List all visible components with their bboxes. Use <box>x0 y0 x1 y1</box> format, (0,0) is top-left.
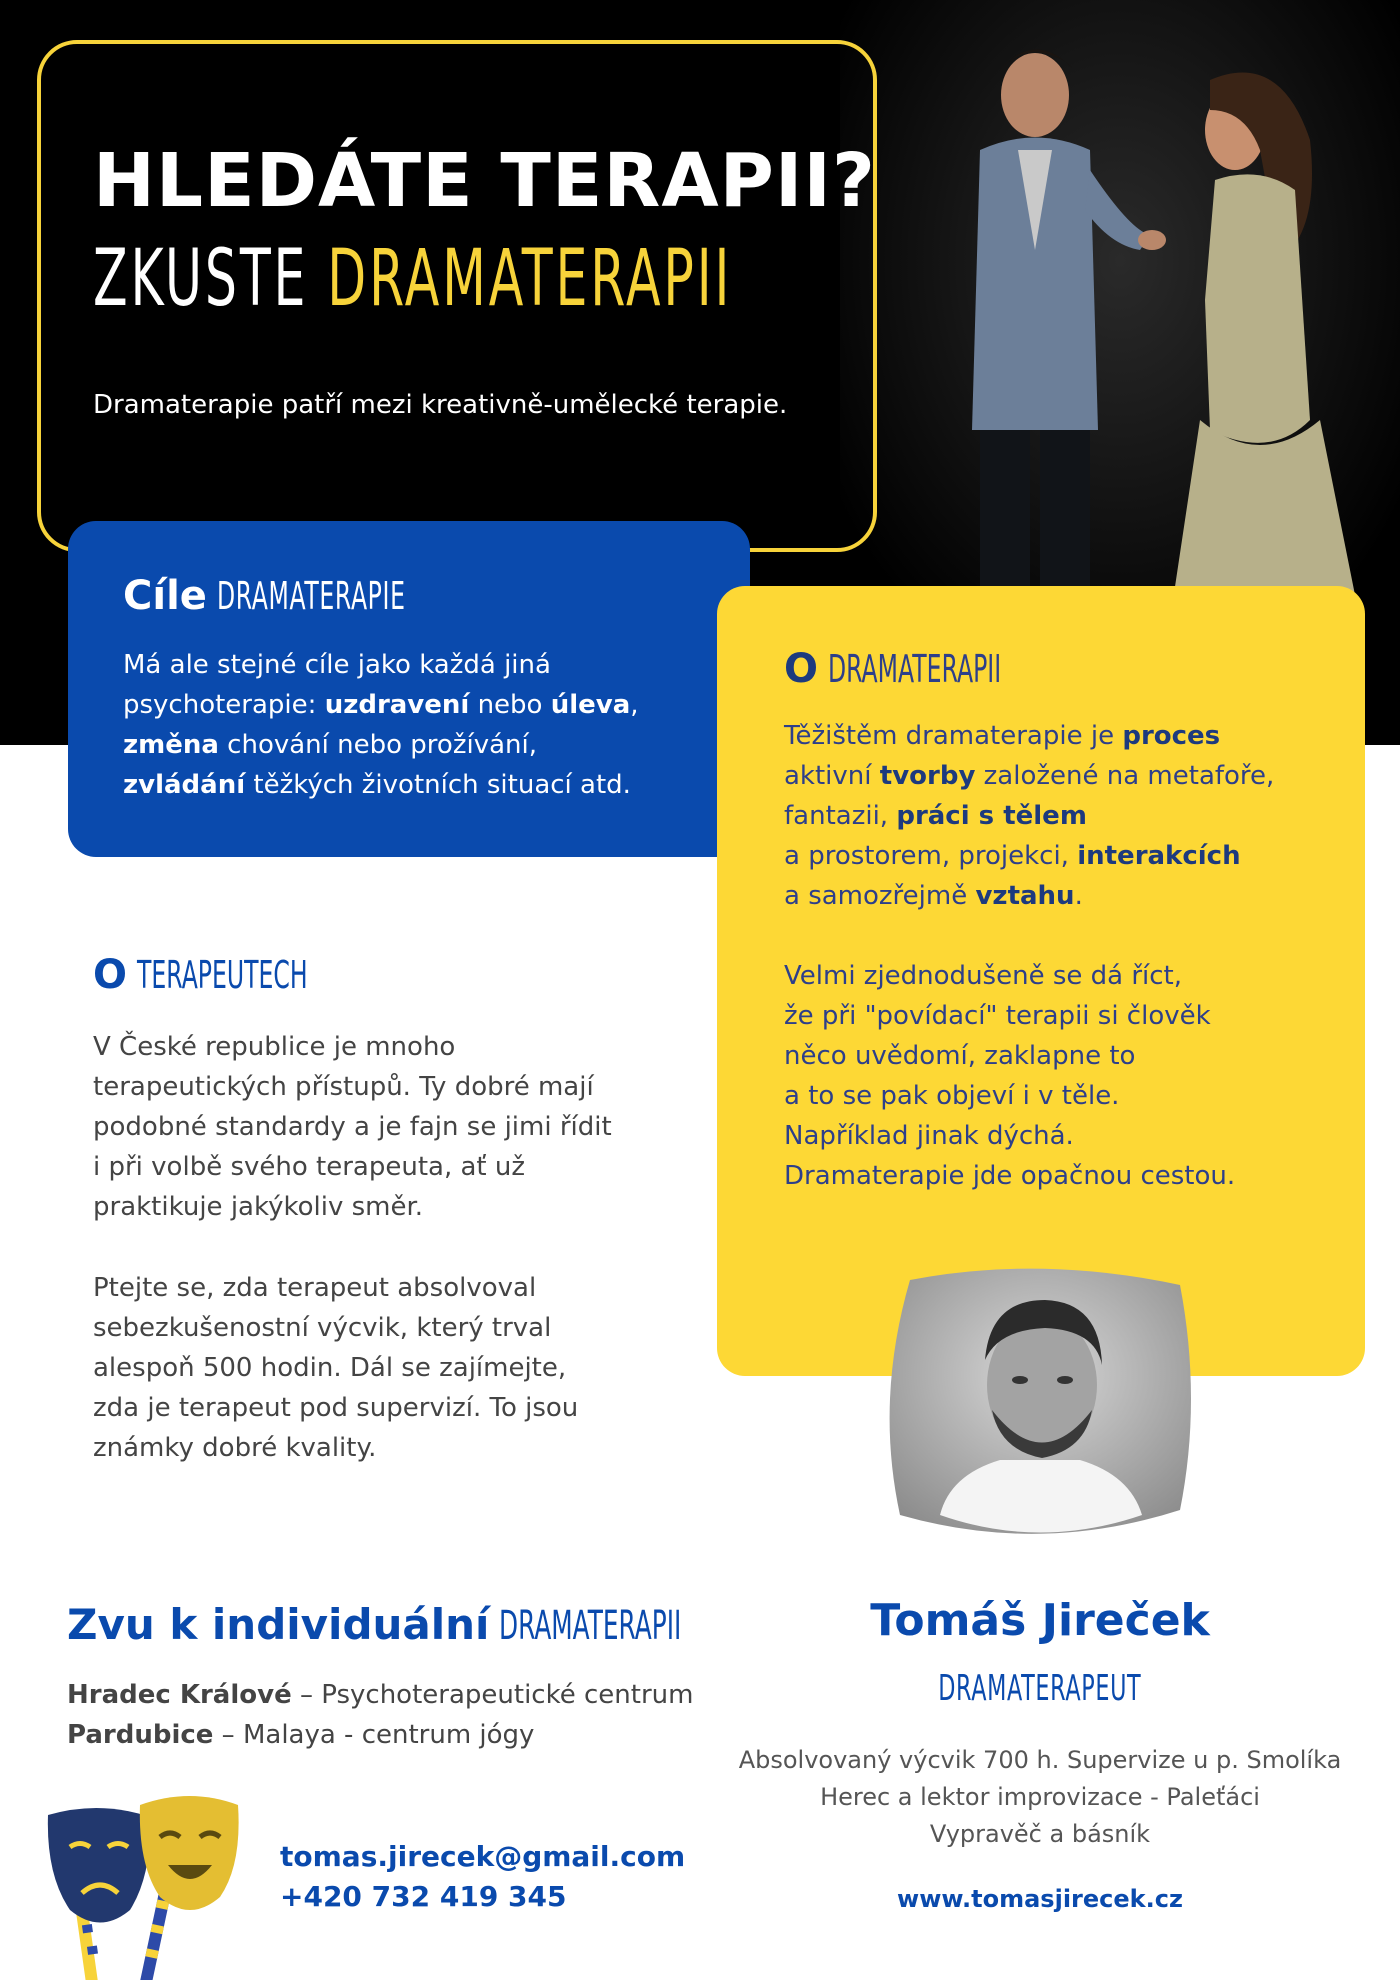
therapist-info-actor: Herec a lektor improvizace - Paleťáci <box>820 1783 1260 1811</box>
goals-line: změna chování nebo prožívání, <box>123 730 537 760</box>
about-therapists-paragraph-2: Ptejte se, zda terapeut absolvoval sebezkušenostní výcvik, který trval alespoň 500 hodin. Dál se zajímejte, zda je terapeut pod supervizí. To jsou známky dobré kvality. <box>93 1273 579 1463</box>
about-dramatherapy-card <box>717 586 1365 1376</box>
goals-card <box>68 521 750 857</box>
contact-phone[interactable]: +420 732 419 345 <box>280 1880 567 1913</box>
goals-heading-condensed: DRAMATERAPIE <box>216 574 406 618</box>
therapist-name: Tomáš Jireček <box>870 1595 1210 1646</box>
invite-heading: Zvu k individuální DRAMATERAPII <box>67 1600 682 1649</box>
theatre-masks-icon <box>40 1785 245 1980</box>
website-link[interactable]: www.tomasjirecek.cz <box>897 1885 1183 1913</box>
about-dramatherapy-paragraph-1: Těžištěm dramaterapie je proces aktivní tvorby založené na metafoře, fantazii, práci s tělem a prostorem, projekci, interakcích a samozřejmě vztahu. <box>784 721 1275 911</box>
therapist-portrait <box>880 1260 1200 1540</box>
about-dramatherapy-heading: O DRAMATERAPII <box>784 646 1002 692</box>
hero-title: HLEDÁTE TERAPII? <box>93 138 876 224</box>
goals-heading-bold: Cíle <box>123 573 207 619</box>
location-hradec: Hradec Králové – Psychoterapeutické centrum <box>67 1680 694 1710</box>
goals-line: zvládání těžkých životních situací atd. <box>123 770 631 800</box>
about-dramatherapy-paragraph-2: Velmi zjednodušeně se dá říct, že při "povídací" terapii si člověk něco uvědomí, zaklapne to a to se pak objeví i v těle. Například jinak dýchá. Dramaterapie jde opačnou cestou. <box>784 961 1236 1191</box>
goals-text <box>123 645 723 805</box>
hero-title-sub <box>93 234 732 324</box>
hero-subtitle: Dramaterapie patří mezi kreativně-umělecké terapie. <box>93 390 788 420</box>
about-therapists-paragraph-1: V České republice je mnoho terapeutických přístupů. Ty dobré mají podobné standardy a je fajn se jimi řídit i při volbě svého terapeuta, ať už praktikuje jakýkoliv směr. <box>93 1032 612 1222</box>
therapist-info-storyteller: Vypravěč a básník <box>929 1820 1151 1848</box>
goals-line: Má ale stejné cíle jako každá jiná <box>123 650 551 680</box>
therapist-info-training: Absolvovaný výcvik 700 h. Supervize u p. Smolíka <box>738 1746 1342 1774</box>
hero-title-word-zkuste: ZKUSTE <box>93 234 309 324</box>
about-therapists-heading: O TERAPEUTECH <box>93 952 308 998</box>
location-pardubice: Pardubice – Malaya - centrum jógy <box>67 1720 535 1750</box>
goals-heading <box>123 573 521 619</box>
contact-email[interactable]: tomas.jirecek@gmail.com <box>280 1840 686 1873</box>
therapist-role: DRAMATERAPEUT <box>938 1668 1142 1709</box>
goals-line: psychoterapie: uzdravení nebo úleva, <box>123 690 639 720</box>
hero-title-word-dramaterapii: DRAMATERAPII <box>327 234 733 324</box>
